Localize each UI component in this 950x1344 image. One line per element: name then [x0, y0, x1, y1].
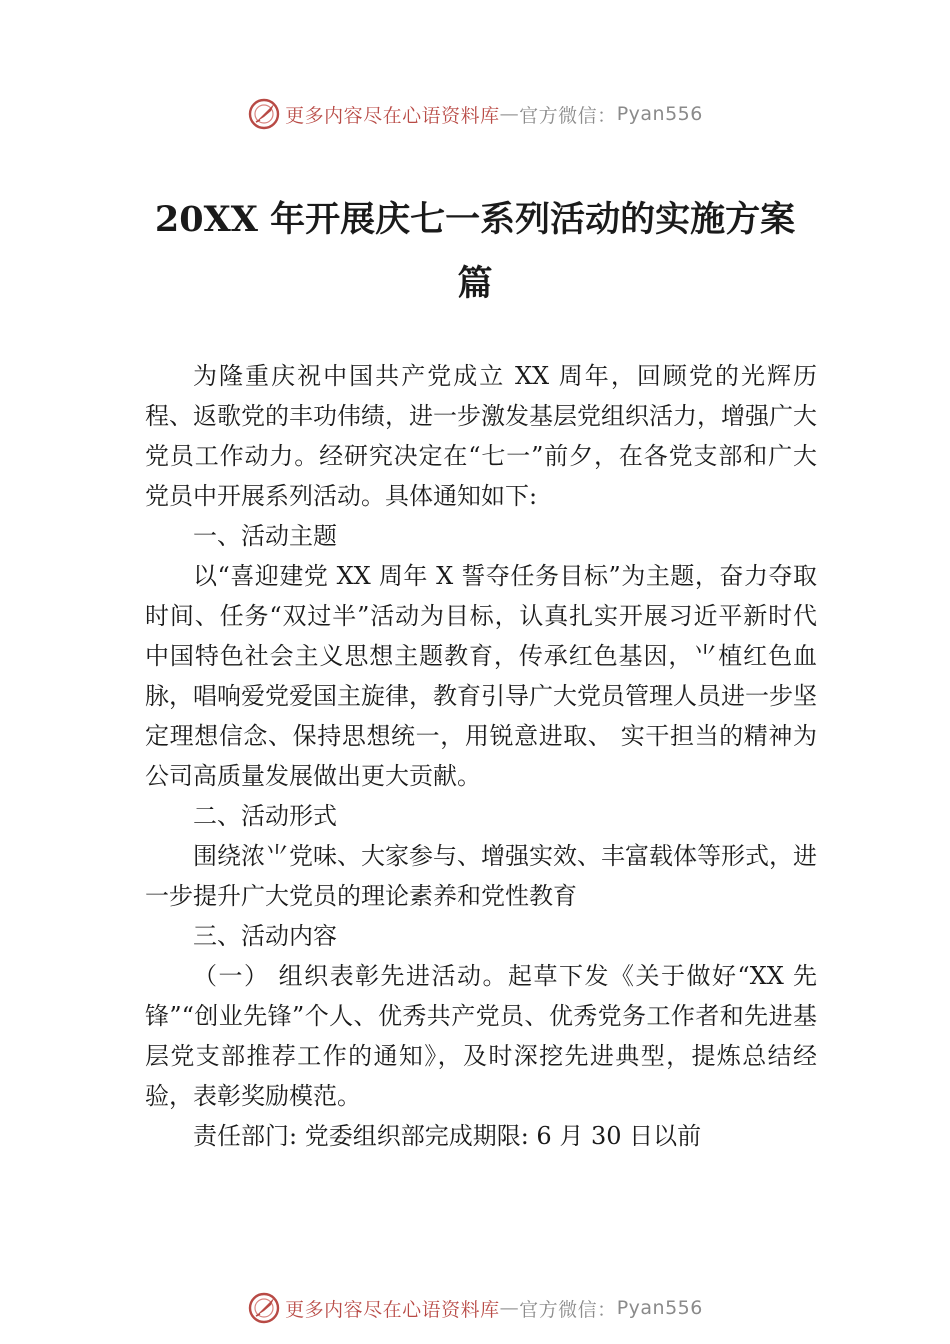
- footer-banner: [0, 1288, 950, 1328]
- quill-seal-logo: [247, 1291, 281, 1325]
- banner-separator: —: [499, 103, 520, 125]
- quill-seal-logo: [247, 97, 281, 131]
- banner-brand: 更多内容尽在心语资料库: [285, 1298, 500, 1321]
- content-paragraph-1: （一） 组织表彰先进活动。起草下发《关于做好“XX 先锋”“创业先锋”个人、优秀共产党员、优秀党务工作者和先进基层党支部推荐工作的通知》，及时深挖先进典型，提炼总结经验，表彰奖励模范。: [145, 962, 817, 1110]
- banner-wechat-label: 官方微信：: [519, 1298, 617, 1321]
- title-line-2: 篇: [457, 263, 493, 304]
- banner-wechat-label: 官方微信：: [519, 104, 617, 127]
- intro-paragraph: 为隆重庆祝中国共产党成立 XX 周年，回顾党的光辉历程、返歌党的丰功伟绩，进一步激发基层党组织活力，增强广大党员工作动力。经研究决定在“七一”前夕，在各党支部和广大党员中开展系列活动。具体通知如下:: [145, 362, 817, 510]
- section-heading-content: 三、活动内容: [193, 922, 337, 950]
- header-banner: [0, 94, 950, 134]
- banner-separator: —: [499, 1297, 520, 1319]
- form-paragraph: 围绕浓⺌党味、大家参与、增强实效、丰富载体等形式，进一步提升广大党员的理论素养和党性教育: [145, 842, 817, 910]
- section-heading-theme: 一、活动主题: [193, 522, 337, 550]
- document-body: [145, 356, 817, 1156]
- responsibility-line: 责任部门: 党委组织部完成期限: 6 月 30 日以前: [193, 1122, 702, 1150]
- section-heading-form: 二、活动形式: [193, 802, 337, 830]
- title-line-1: 20XX 年开展庆七一系列活动的实施方案: [154, 199, 796, 240]
- theme-paragraph: 以“喜迎建党 XX 周年 X 誓夺任务目标”为主题，奋力夺取时间、任务“双过半”活动为目标，认真扎实开展习近平新时代中国特色社会主义思想主题教育，传承红色基因，⺌植红色血脉，唱响爱党爱国主旋律，教育引导广大党员管理人员进一步坚定理想信念、保持思想统一，用锐意进取、 实干担当的精神为公司高质量发展做出更大贡献。: [145, 562, 817, 790]
- banner-wechat-id: Pyan556: [616, 1297, 703, 1319]
- document-title: [145, 188, 805, 316]
- banner-brand: 更多内容尽在心语资料库: [285, 104, 500, 127]
- banner-wechat-id: Pyan556: [616, 103, 703, 125]
